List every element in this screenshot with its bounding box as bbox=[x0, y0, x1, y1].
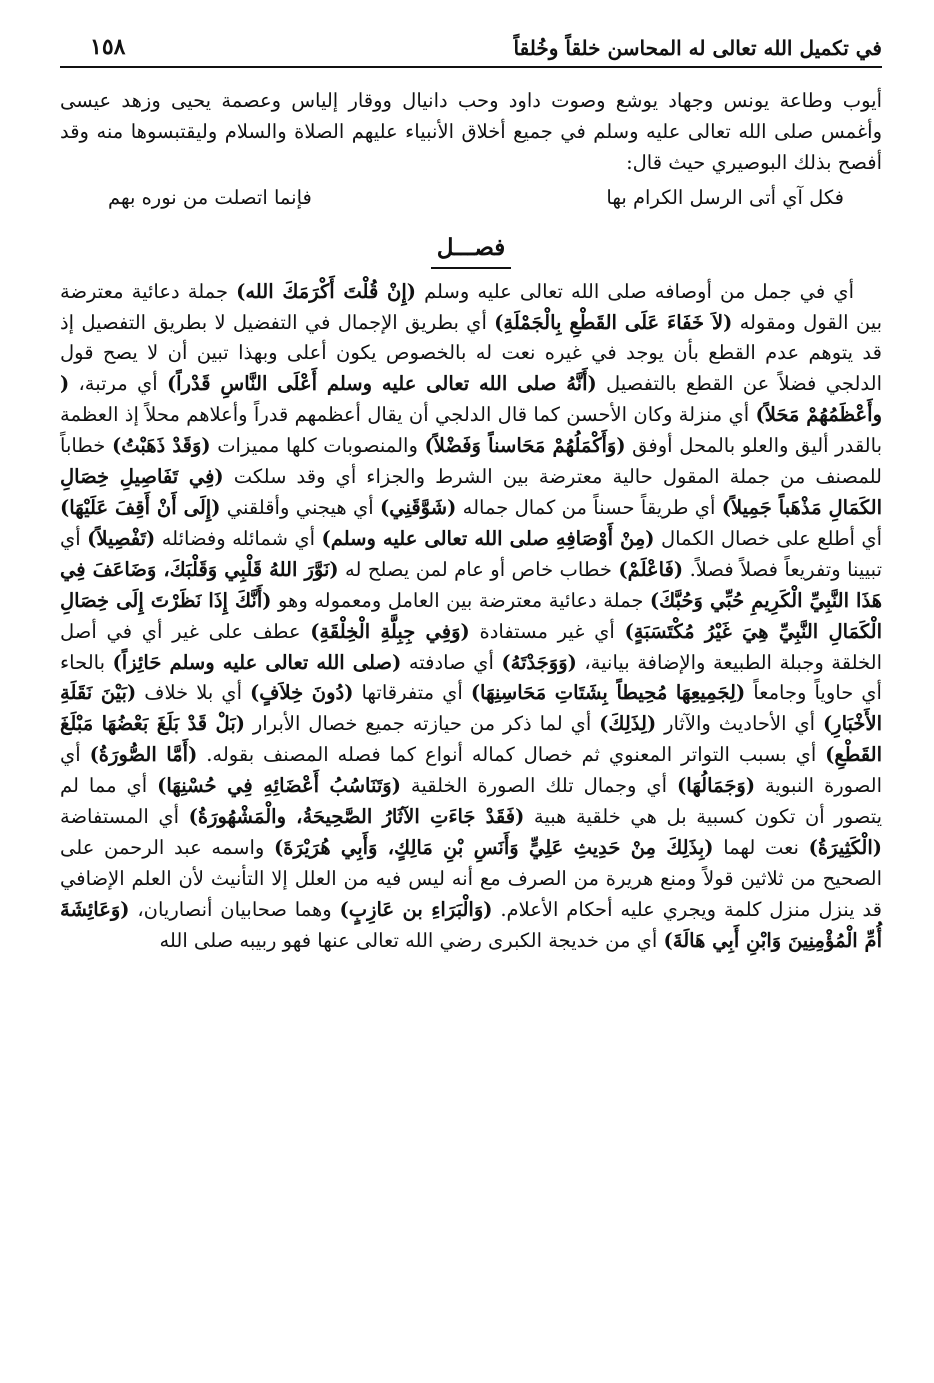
quoted-text: (وَعَائِشَةَ أُمِّ الْمُؤْمِنِينَ وَابْنِ أَبِي هَالَةَ) bbox=[60, 897, 882, 952]
commentary-text: أي الأحاديث والآثار bbox=[656, 712, 823, 736]
commentary-text: عطف على غير أي في أصل الخلقة وجبلة الطبيعة والإضافة بيانية، bbox=[60, 619, 882, 674]
quoted-text: (تَفْصِيلاً) bbox=[87, 526, 156, 550]
running-header bbox=[90, 26, 882, 60]
quoted-text: (وَفِي جِبِلَّةِ الْخِلْقَةِ) bbox=[310, 619, 470, 643]
quoted-text: (بِذَلِكَ مِنْ حَدِيثِ عَلِيٍّ وَأَنَسِ بْنِ مَالِكٍ، وَأَبِي هُرَيْرَةَ) bbox=[274, 835, 714, 859]
commentary-text: أي في جمل من أوصافه صلى الله تعالى عليه وسلم bbox=[415, 279, 854, 303]
quoted-text: (أَمَّا الصُّورَةُ) bbox=[89, 743, 198, 767]
commentary-text: أي هيجني وأقلقني bbox=[220, 495, 380, 519]
commentary-text: والمنصوبات كلها مميزات bbox=[210, 434, 425, 458]
quoted-text: (إِنْ قُلْتَ أَكْرَمَكَ الله) bbox=[236, 279, 416, 303]
commentary-text: أي بلا خلاف bbox=[136, 681, 251, 705]
quoted-text: (مِنْ أَوْصَافِهِ صلى الله تعالى عليه وسلم) bbox=[321, 526, 655, 550]
quoted-text: (وَقَدْ ذَهَبْتُ) bbox=[111, 434, 211, 458]
section-heading bbox=[60, 232, 882, 269]
quoted-text: (لِجَمِيعِهَا مُحِيطاً بِشَتَاتِ مَحَاسِنِهَا) bbox=[470, 681, 746, 705]
quoted-text: (أَنَّكَ إِذَا نَظَرْتَ إِلَى خِصَالِ الْكَمَالِ النَّبِيِّ هِيَ غَيْرُ مُكْتَسَبَةٍ) bbox=[60, 588, 883, 643]
commentary-text: أي بسبب التواتر المعنوي ثم خصال كماله أنواع كما فصله المصنف بقوله. bbox=[197, 743, 826, 767]
commentary-text: أي بطريق الإجمال في التفضيل لا بطريق التفصيل إذ قد يتوهم عدم القطع بأن يوجد في غيره نعت له بالخصوص يكون أعلى وبهذا تبين أن لا يصح قول الدلجي فضلاً عن القطع بالتفصيل bbox=[60, 310, 882, 396]
quoted-text: (شَوَّقَنِي) bbox=[379, 495, 457, 519]
commentary-text: أي تبيينا وتفريعاً فصلاً فصلاً. bbox=[60, 526, 882, 581]
quoted-text: (وَوَجَدْتَهُ) bbox=[501, 650, 577, 674]
section-heading-text: فصـــل bbox=[431, 232, 512, 269]
quoted-text: (دُونَ خِلاَفٍ) bbox=[250, 681, 354, 705]
quoted-text: (صلى الله تعالى عليه وسلم حَائِزاً) bbox=[112, 650, 402, 674]
commentary-text: جملة دعائية معترضة بين القول ومقوله bbox=[60, 279, 882, 334]
quoted-text: (بَلْ قَدْ بَلَغَ بَعْضُهَا مَبْلَغَ القَطْعِ) bbox=[60, 712, 882, 767]
commentary-text: أي صادفته bbox=[401, 650, 502, 674]
commentary-text: أي متفرقاتها bbox=[353, 681, 471, 705]
quoted-text: (وَتَنَاسُبُ أَعْضَائِهِ فِي حُسْنِهَا) bbox=[157, 774, 401, 798]
quoted-text: (الْكَثِيرَةُ) bbox=[808, 835, 882, 859]
page-number: ١٥٨ bbox=[90, 34, 126, 60]
quoted-text: (وَأَكْمَلُهُمْ مَحَاسناً وَفَضْلاً) bbox=[424, 434, 626, 458]
commentary-text: جملة دعائية معترضة بين العامل ومعموله وهو bbox=[271, 588, 650, 612]
commentary-text: أي منزلة وكان الأحسن كما قال الدلجي أن يقال أعظمهم قدراً وأعلاهم محلاً إذ العظمة بالقدر أليق والعلو بالمحل أوفق bbox=[60, 403, 882, 458]
header-rule bbox=[60, 66, 882, 68]
quoted-text: (لِذَلِكَ) bbox=[599, 712, 657, 736]
quoted-text: (إِلَى أَنْ أَقِفَ عَلَيْهَا) bbox=[60, 495, 221, 519]
commentary-text: بالحاء أي حاوياً وجامعاً bbox=[60, 650, 882, 705]
commentary-text: نعت لهما bbox=[713, 835, 809, 859]
quoted-text: (وَالْبَرَاءِ بن عَازِبٍ) bbox=[339, 897, 493, 921]
commentary-text: أي لما ذكر من حيازته جميع خصال الأبرار bbox=[244, 712, 600, 736]
commentary-text: وهما صحابيان أنصاريان، bbox=[129, 897, 340, 921]
commentary-text: أي من خديجة الكبرى رضي الله تعالى عنها فهو ربيبه صلى الله bbox=[159, 928, 664, 952]
commentary-text: خطاب خاص أو عام لمن يصلح له bbox=[338, 557, 619, 581]
main-paragraph bbox=[60, 277, 882, 957]
commentary-text: أي أطلع على خصال الكمال bbox=[654, 526, 883, 550]
quoted-text: (فِي تَفَاصِيلِ خِصَالِ الكَمَالِ مَذْهَباً جَمِيلاً) bbox=[60, 465, 882, 519]
quoted-text: (لاَ خَفَاءَ عَلَى القَطْعِ بِالْجَمْلَةِ) bbox=[494, 310, 733, 334]
verse-second-hemistich: فإنما اتصلت من نوره بهم bbox=[108, 185, 312, 209]
quoted-text: (بَيْنَ نَقَلَةِ الأَخْبَارِ) bbox=[60, 681, 882, 736]
quoted-text: ( وأَعْظَمُهُمْ مَحَلاً) bbox=[60, 372, 882, 427]
commentary-text: أي غير مستفادة bbox=[469, 619, 625, 643]
commentary-text: خطاباً للمصنف من جملة المقول حالية معترضة بين الشرط والجزاء أي وقد سلكت bbox=[60, 434, 882, 489]
chapter-title: في تكميل الله تعالى له المحاسن خلقاً وخُلقاً bbox=[513, 36, 882, 60]
commentary-text: أي طريقاً حسناً من كمال جماله bbox=[456, 495, 722, 519]
quoted-text: (فَاعْلَمْ) bbox=[618, 557, 684, 581]
quoted-text: (وَجَمَالُهَا) bbox=[677, 774, 756, 798]
commentary-text: أي الصورة النبوية bbox=[60, 743, 882, 798]
verse-first-hemistich: فكل آي أتى الرسل الكرام بها bbox=[606, 185, 844, 209]
commentary-text: أي المستفاضة bbox=[60, 805, 189, 829]
intro-paragraph: أيوب وطاعة يونس وجهاد يوشع وصوت داود وحب دانيال ووقار إلياس وعصمة يحيى وزهد عيسى وأغمس صلى الله تعالى عليه وسلم في جميع أخلاق الأنبياء عليهم الصلاة والسلام وليقتبسوها منه وقد أفصح بذلك البوصيري حيث قال: bbox=[60, 89, 882, 174]
commentary-text: أي مرتبة، bbox=[69, 372, 167, 396]
verse-line bbox=[60, 179, 882, 226]
page-body bbox=[60, 86, 882, 957]
commentary-text: واسمه عبد الرحمن على الصحيح من ثلاثين قولاً ومنع هريرة من الصرف مع أنه ليس فيه من العلل إلا التأنيث لأن العلم الإضافي قد ينزل منزل كلمة ويجري عليه أحكام الأعلام. bbox=[60, 835, 882, 921]
commentary-text: أي شمائله وفضائله bbox=[155, 526, 322, 550]
quoted-text: (أَنَّهُ صلى الله تعالى عليه وسلم أَعْلَى النَّاسِ قَدْراً) bbox=[166, 372, 597, 396]
commentary-text: أي وجمال تلك الصورة الخلقية bbox=[400, 774, 678, 798]
quoted-text: (نَوَّرَ اللهُ قَلْبِي وَقَلْبَكَ، وَضَاعَفَ فِي هَذَا النَّبِيِّ الْكَرِيمِ حُبِّي وَحُبَّكَ) bbox=[60, 557, 882, 612]
commentary-text: أي مما لم يتصور أن تكون كسبية بل هي خلقية هبية bbox=[60, 774, 883, 829]
quoted-text: (فَقَدْ جَاءَتِ الآثَارُ الصَّحِيحَةُ، والْمَشْهُورَةُ) bbox=[188, 805, 525, 829]
